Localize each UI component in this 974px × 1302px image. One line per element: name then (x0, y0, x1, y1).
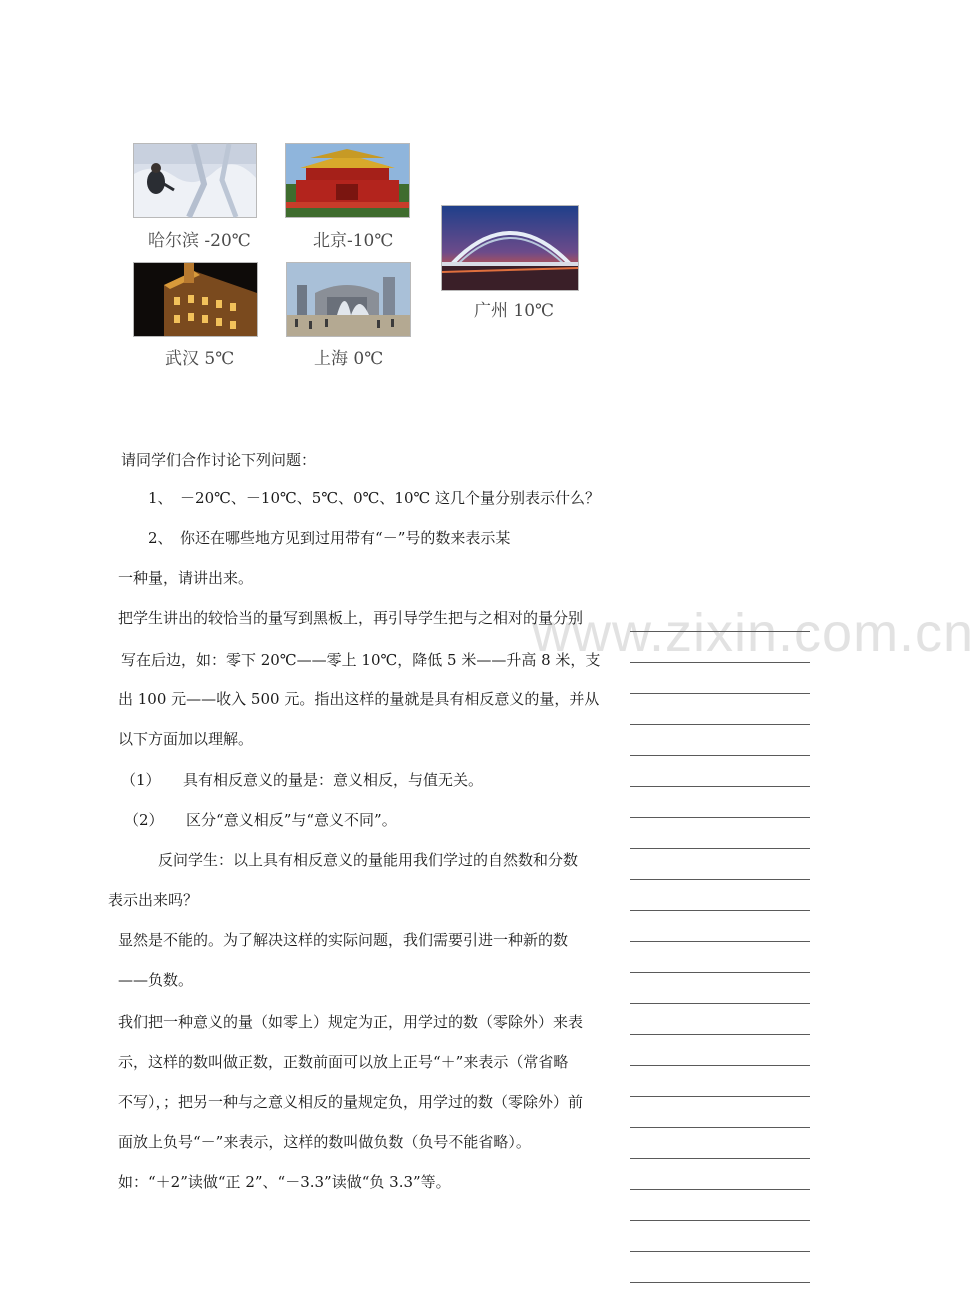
note-line (630, 1251, 810, 1252)
text-line: 以下方面加以理解。 (118, 730, 254, 748)
note-line (630, 1158, 810, 1159)
note-line (630, 1065, 810, 1066)
text-line: 如：“＋2”读做“正 2”、“－3.3”读做“负 3.3”等。 (118, 1173, 451, 1191)
text-line: 示，这样的数叫做正数，正数前面可以放上正号“＋”来表示（常省略 (118, 1053, 569, 1071)
text-line: 出 100 元——收入 500 元。指出这样的量就是具有相反意义的量，并从 (118, 690, 600, 708)
caption-beijing: 北京-10℃ (313, 231, 394, 251)
text-line: （1） 具有相反意义的量是：意义相反，与值无关。 (121, 771, 484, 789)
photo-wuhan (133, 262, 258, 337)
text-line: 1、 －20℃、－10℃、5℃、0℃、10℃ 这几个量分别表示什么？ (148, 489, 601, 507)
text-line: 我们把一种意义的量（如零上）规定为正，用学过的数（零除外）来表 (118, 1013, 584, 1031)
note-line (630, 1096, 810, 1097)
caption-harbin: 哈尔滨 -20℃ (148, 231, 251, 251)
photo-beijing (285, 143, 410, 218)
note-line (630, 1127, 810, 1128)
watermark: www.zixin.com.cn (532, 603, 974, 663)
text-line: （2） 区分“意义相反”与“意义不同”。 (124, 811, 397, 829)
text-line: ——负数。 (118, 971, 194, 989)
note-line (630, 848, 810, 849)
caption-shanghai: 上海 0℃ (314, 349, 384, 369)
photo-guangzhou (441, 205, 579, 291)
note-line (630, 972, 810, 973)
photo-harbin (133, 143, 257, 218)
text-line: 一种量，请讲出来。 (118, 569, 254, 587)
text-line: 写在后边，如：零下 20℃——零上 10℃，降低 5 米——升高 8 米，支 (121, 651, 601, 669)
note-line (630, 1034, 810, 1035)
text-line: 把学生讲出的较恰当的量写到黑板上，再引导学生把与之相对的量分别 (118, 609, 584, 627)
caption-guangzhou: 广州 10℃ (474, 301, 555, 321)
text-line: 面放上负号“－”来表示，这样的数叫做负数（负号不能省略）。 (118, 1133, 531, 1151)
wuhan-building-image (134, 263, 257, 336)
note-line (630, 631, 810, 632)
note-line (630, 910, 810, 911)
note-line (630, 1282, 810, 1283)
note-line (630, 1220, 810, 1221)
beijing-tiananmen-image (286, 144, 409, 217)
note-line (630, 1189, 810, 1190)
text-line: 反问学生：以上具有相反意义的量能用我们学过的自然数和分数 (158, 851, 579, 869)
text-line: 不写），；把另一种与之意义相反的量规定负，用学过的数（零除外）前 (118, 1093, 584, 1111)
text-line: 显然是不能的。为了解决这样的实际问题，我们需要引进一种新的数 (118, 931, 569, 949)
note-line (630, 693, 810, 694)
note-line (630, 817, 810, 818)
text-line: 2、 你还在哪些地方见到过用带有“－”号的数来表示某 (148, 529, 511, 547)
note-line (630, 662, 810, 663)
photo-shanghai (286, 262, 411, 337)
note-line (630, 941, 810, 942)
note-line (630, 879, 810, 880)
note-line (630, 786, 810, 787)
text-line: 表示出来吗？ (108, 891, 199, 909)
shanghai-fountain-image (287, 263, 410, 336)
note-line (630, 724, 810, 725)
note-line (630, 1003, 810, 1004)
note-line (630, 755, 810, 756)
caption-wuhan: 武汉 5℃ (165, 349, 235, 369)
text-line: 请同学们合作讨论下列问题： (121, 451, 317, 469)
guangzhou-bridge-image (442, 206, 578, 290)
harbin-snow-image (134, 144, 256, 217)
